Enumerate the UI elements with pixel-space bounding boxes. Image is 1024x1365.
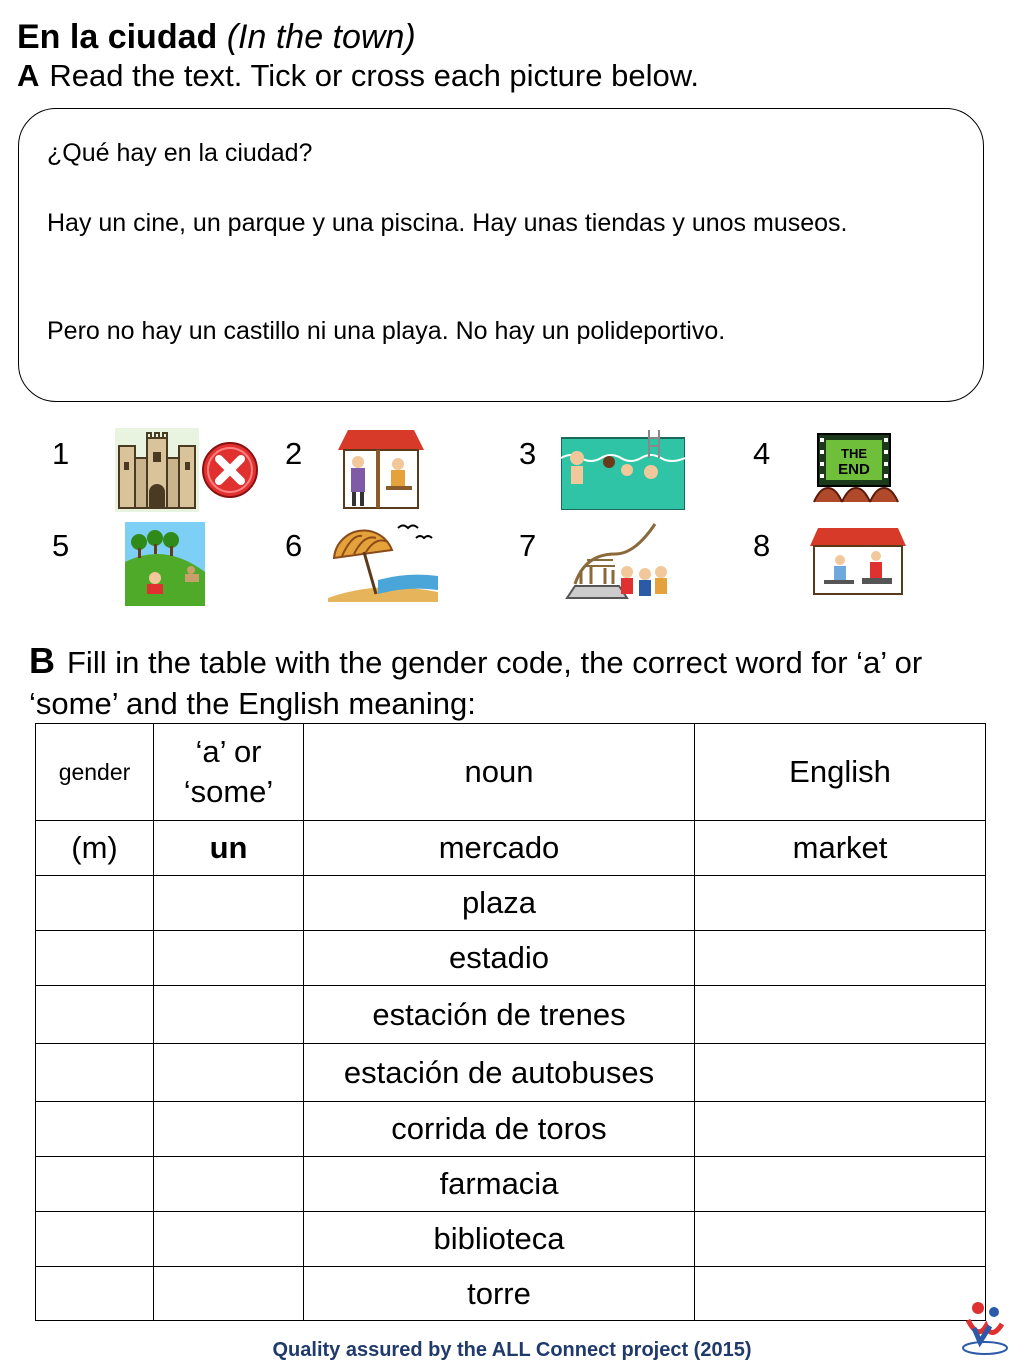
header-gender: gender <box>36 724 154 821</box>
english-cell[interactable] <box>695 1157 986 1212</box>
picture-number-1: 1 <box>52 436 70 471</box>
picture-number-7: 7 <box>519 528 537 563</box>
table-row <box>36 1212 986 1267</box>
cross-mark-icon <box>200 440 260 500</box>
section-a-letter: A <box>17 58 40 93</box>
english-cell[interactable] <box>695 876 986 931</box>
noun-cell: estadio <box>304 931 695 986</box>
picture-number-2: 2 <box>285 436 303 471</box>
english-cell[interactable] <box>695 1102 986 1157</box>
museum-icon <box>561 520 675 606</box>
title-translation: (In the town) <box>226 18 416 56</box>
shops-icon <box>338 428 424 510</box>
reading-text-box <box>18 108 984 402</box>
noun-cell: plaza <box>304 876 695 931</box>
swimming-pool-icon <box>561 428 685 510</box>
table-row <box>36 1267 986 1321</box>
cinema-icon <box>808 424 904 510</box>
noun-cell: farmacia <box>304 1157 695 1212</box>
noun-cell: torre <box>304 1267 695 1321</box>
noun-cell: estación de trenes <box>304 986 695 1044</box>
header-noun: noun <box>304 724 695 821</box>
vocabulary-table <box>35 723 986 1321</box>
english-cell[interactable]: market <box>695 821 986 876</box>
gender-cell[interactable]: (m) <box>36 821 154 876</box>
svg-text:END: END <box>838 461 870 478</box>
table-row <box>36 821 986 876</box>
noun-cell: biblioteca <box>304 1212 695 1267</box>
table-row <box>36 1102 986 1157</box>
picture-number-3: 3 <box>519 436 537 471</box>
article-cell[interactable] <box>154 1044 304 1102</box>
english-cell[interactable] <box>695 1212 986 1267</box>
gender-cell[interactable] <box>36 1212 154 1267</box>
noun-cell: corrida de toros <box>304 1102 695 1157</box>
cinema-screen-text: THE <box>841 446 867 461</box>
picture-number-4: 4 <box>753 436 771 471</box>
article-cell[interactable] <box>154 986 304 1044</box>
reading-question: ¿Qué hay en la ciudad? <box>47 139 313 167</box>
table-row <box>36 931 986 986</box>
section-b-instruction: Fill in the table with the gender code, the correct word for ‘a’ or ‘some’ and the English meaning: <box>29 645 923 721</box>
article-cell[interactable]: un <box>154 821 304 876</box>
castle-icon <box>115 428 199 512</box>
section-a-instruction: Read the text. Tick or cross each picture below. <box>49 58 699 93</box>
table-row <box>36 876 986 931</box>
footer-credit: Quality assured by the ALL Connect project (2015) <box>272 1339 752 1361</box>
gender-cell[interactable] <box>36 1044 154 1102</box>
noun-cell: estación de autobuses <box>304 1044 695 1102</box>
sports-centre-icon <box>810 526 906 596</box>
gender-cell[interactable] <box>36 1267 154 1321</box>
section-a-heading <box>17 58 699 94</box>
table-row <box>36 1157 986 1212</box>
section-b-letter: B <box>29 640 55 681</box>
header-article: ‘a’ or ‘some’ <box>154 724 304 821</box>
table-row <box>36 1044 986 1102</box>
table-header-row <box>36 724 986 821</box>
reading-paragraph-2: Pero no hay un castillo ni una playa. No hay un polideportivo. <box>47 317 726 345</box>
article-cell[interactable] <box>154 1102 304 1157</box>
park-icon <box>125 522 205 606</box>
beach-icon <box>328 518 438 602</box>
all-connect-logo <box>960 1300 1010 1356</box>
header-english: English <box>695 724 986 821</box>
article-cell[interactable] <box>154 1157 304 1212</box>
reading-paragraph-1: Hay un cine, un parque y una piscina. Hay unas tiendas y unos museos. <box>47 209 848 237</box>
article-cell[interactable] <box>154 1267 304 1321</box>
english-cell[interactable] <box>695 1044 986 1102</box>
gender-cell[interactable] <box>36 931 154 986</box>
gender-cell[interactable] <box>36 1102 154 1157</box>
english-cell[interactable] <box>695 1267 986 1321</box>
article-cell[interactable] <box>154 931 304 986</box>
article-cell[interactable] <box>154 876 304 931</box>
noun-cell: mercado <box>304 821 695 876</box>
picture-number-5: 5 <box>52 528 70 563</box>
gender-cell[interactable] <box>36 986 154 1044</box>
picture-number-8: 8 <box>753 528 771 563</box>
page-title: En la ciudad (In the town) <box>17 18 416 56</box>
english-cell[interactable] <box>695 931 986 986</box>
gender-cell[interactable] <box>36 1157 154 1212</box>
section-b-heading <box>29 640 989 724</box>
gender-cell[interactable] <box>36 876 154 931</box>
article-cell[interactable] <box>154 1212 304 1267</box>
table-row <box>36 986 986 1044</box>
picture-number-6: 6 <box>285 528 303 563</box>
english-cell[interactable] <box>695 986 986 1044</box>
